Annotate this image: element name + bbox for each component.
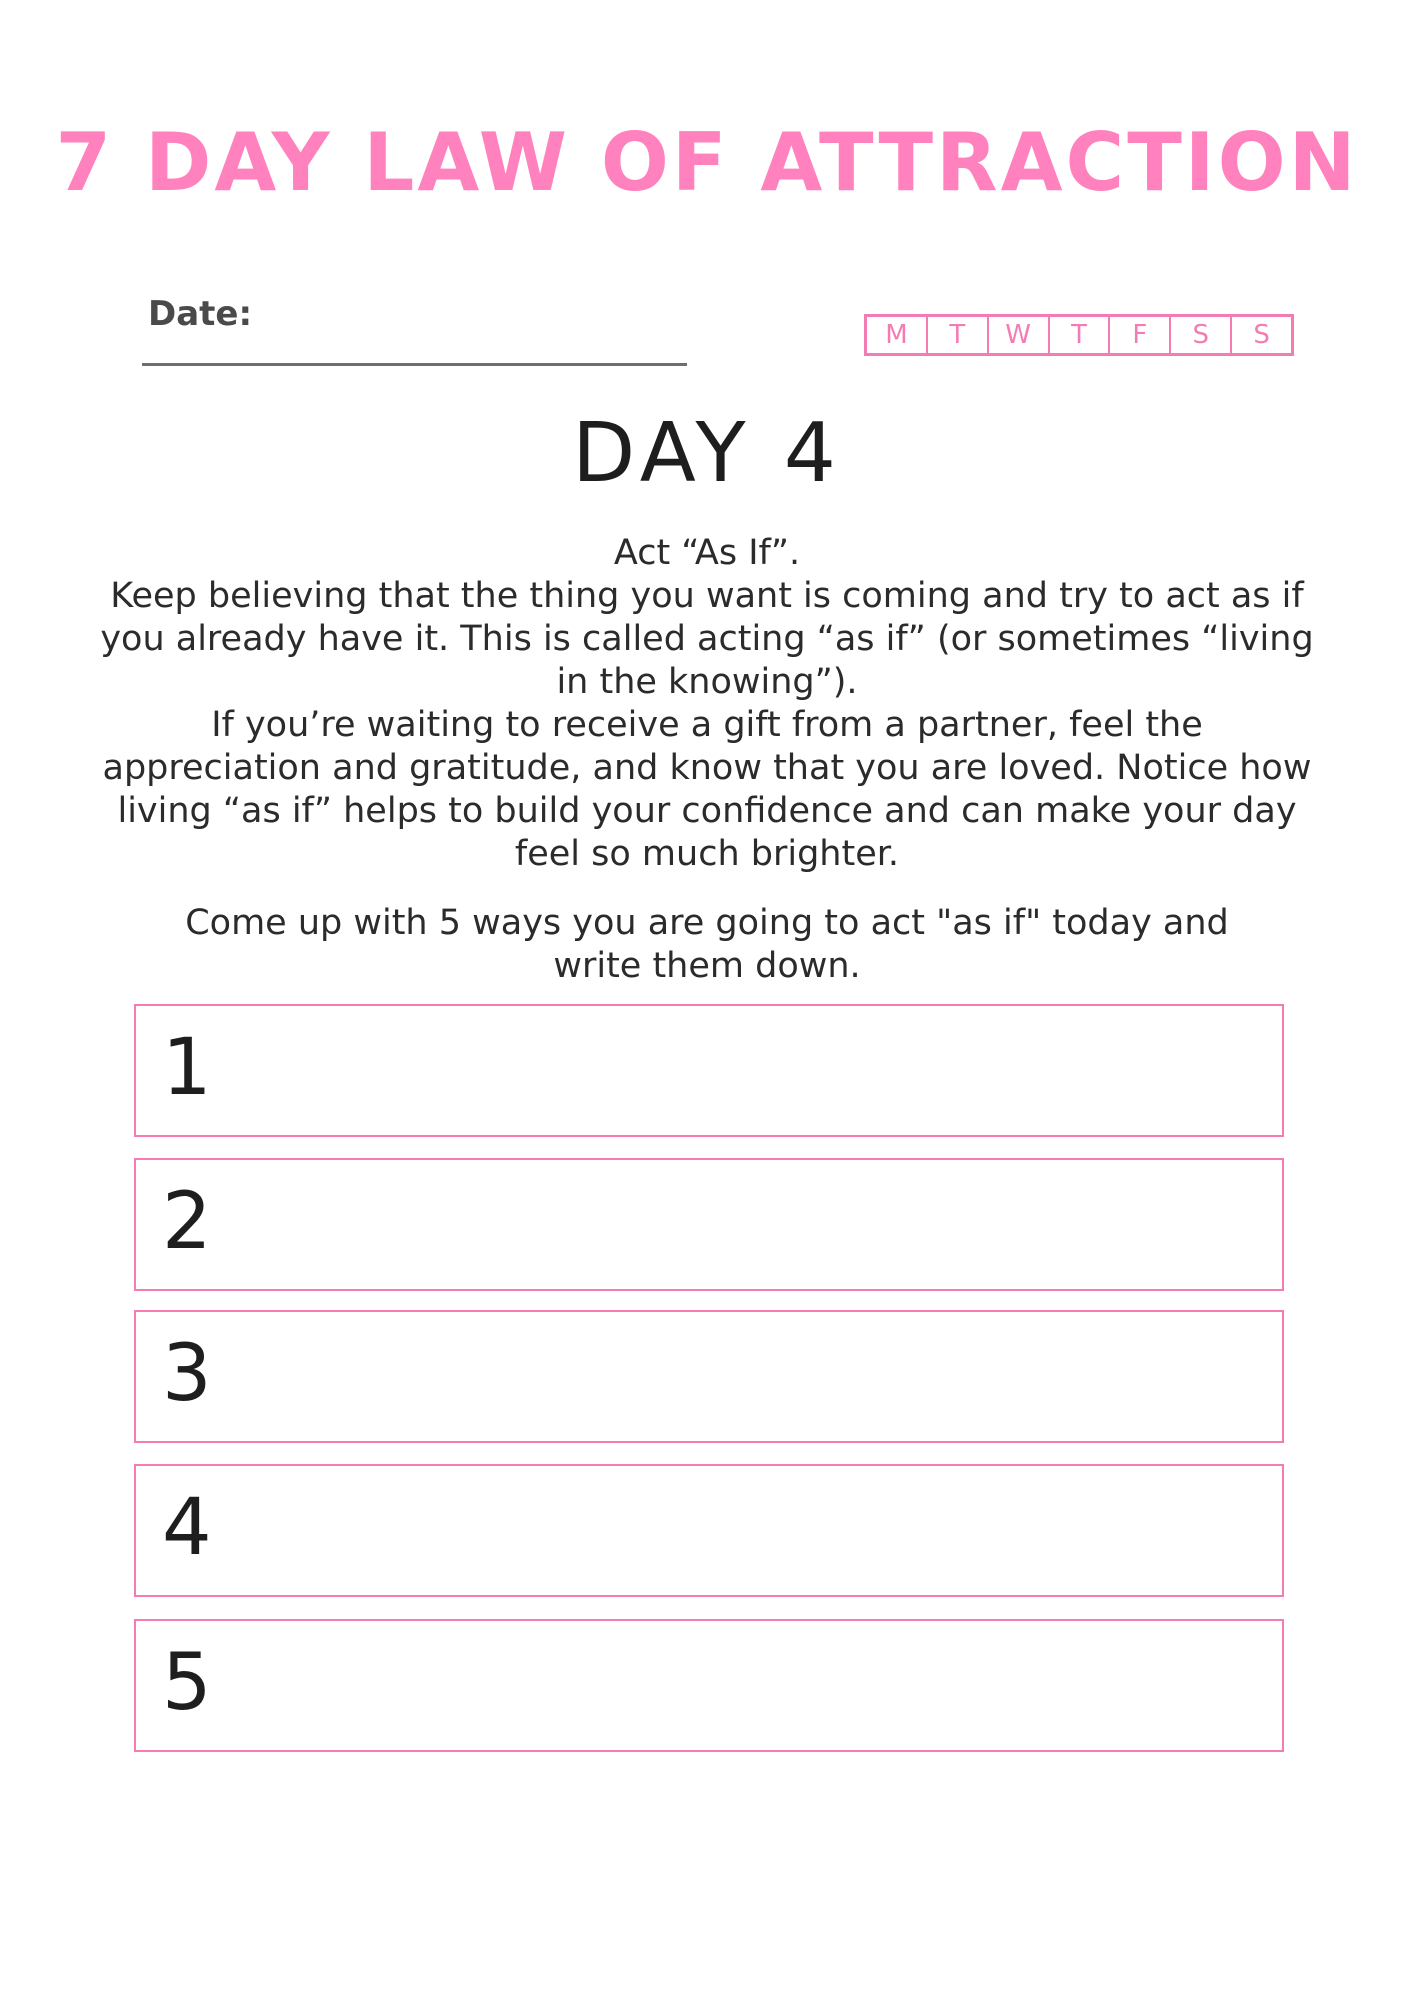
entry-box-5[interactable]	[134, 1619, 1284, 1752]
date-label: Date:	[148, 294, 253, 334]
entry-number: 3	[162, 1329, 212, 1419]
weekday-wednesday[interactable]: W	[989, 317, 1050, 353]
day-heading: DAY 4	[572, 406, 842, 501]
instruction-title: Act “As If”.	[613, 533, 801, 573]
weekday-saturday[interactable]: S	[1171, 317, 1232, 353]
entry-number: 5	[162, 1638, 212, 1728]
weekday-friday[interactable]: F	[1110, 317, 1171, 353]
entry-box-4[interactable]	[134, 1464, 1284, 1597]
entry-box-2[interactable]	[134, 1158, 1284, 1291]
prompt-text: Come up with 5 ways you are going to act "as if" today and write them down.	[185, 903, 1229, 986]
instruction-text	[100, 532, 1314, 876]
weekday-selector	[864, 314, 1294, 356]
entry-box-1[interactable]	[134, 1004, 1284, 1137]
date-input-line[interactable]	[142, 363, 687, 366]
entry-number: 4	[162, 1483, 212, 1573]
weekday-sunday[interactable]: S	[1253, 320, 1270, 350]
entry-number: 2	[162, 1177, 212, 1267]
instruction-paragraph: If you’re waiting to receive a gift from a partner, feel the appreciation and gratitude, and know that you are loved. Notice how living “as if” helps to build your confidence and can make your day feel so much brighter.	[102, 705, 1312, 874]
page-title: 7 DAY LAW OF ATTRACTION	[55, 116, 1359, 209]
weekday-monday[interactable]: M	[867, 317, 928, 353]
instruction-paragraph: Keep believing that the thing you want is coming and try to act as if you already have it. This is called acting “as if” (or sometimes “living in the knowing”).	[100, 576, 1314, 702]
entry-box-3[interactable]	[134, 1310, 1284, 1443]
weekday-tuesday[interactable]: T	[928, 317, 989, 353]
weekday-thursday[interactable]: T	[1050, 317, 1111, 353]
entry-number: 1	[162, 1023, 212, 1113]
